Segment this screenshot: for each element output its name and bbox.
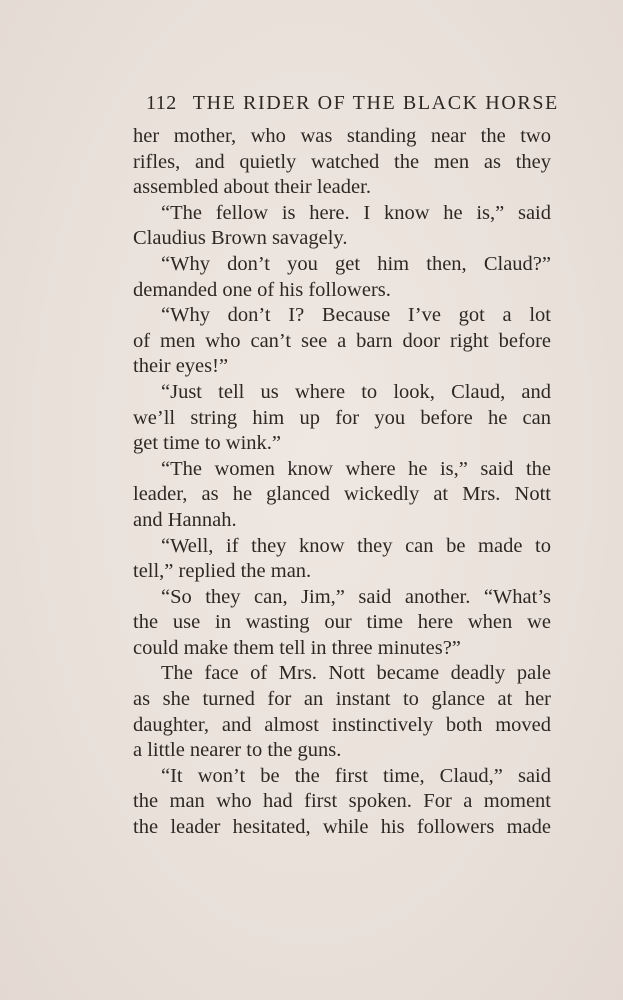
- text-line: “So they can, Jim,” said another. “What’s: [161, 585, 551, 608]
- text-line: the man who had first spoken. For a moment: [133, 790, 551, 813]
- text-line: the use in wasting our time here when we: [133, 611, 551, 634]
- text-line: assembled about their leader.: [133, 176, 371, 199]
- text-line: of men who can’t see a barn door right before: [133, 329, 551, 352]
- text-line: daughter, and almost instinctively both moved: [133, 713, 551, 736]
- text-line: “Just tell us where to look, Claud, and: [161, 380, 551, 403]
- text-line: get time to wink.”: [133, 432, 282, 455]
- text-line: The face of Mrs. Nott became deadly pale: [161, 662, 551, 685]
- text-line: “Well, if they know they can be made to: [161, 534, 551, 557]
- text-line: leader, as he glanced wickedly at Mrs. Nott: [133, 483, 551, 506]
- text-line: could make them tell in three minutes?”: [133, 636, 461, 659]
- text-line: “The fellow is here. I know he is,” said: [161, 201, 551, 224]
- text-line: and Hannah.: [133, 508, 237, 531]
- page-header: [146, 92, 559, 120]
- text-line: demanded one of his followers.: [133, 278, 391, 301]
- running-title: THE RIDER OF THE BLACK HORSE: [192, 92, 559, 114]
- body-text: [133, 124, 551, 841]
- text-line: “Why don’t you get him then, Claud?”: [161, 252, 551, 275]
- text-line: “Why don’t I? Because I’ve got a lot: [161, 304, 551, 327]
- text-line: we’ll string him up for you before he can: [133, 406, 551, 429]
- text-line: “It won’t be the first time, Claud,” said: [161, 764, 551, 787]
- text-line: tell,” replied the man.: [133, 560, 312, 583]
- text-line: Claudius Brown savagely.: [133, 227, 348, 250]
- text-line: the leader hesitated, while his followers made: [133, 816, 551, 839]
- text-line: their eyes!”: [133, 355, 229, 378]
- text-line: her mother, who was standing near the two: [133, 125, 551, 147]
- text-line: a little nearer to the guns.: [133, 739, 342, 762]
- text-line: rifles, and quietly watched the men as they: [133, 150, 551, 173]
- page-number: 112: [146, 92, 177, 114]
- text-line: as she turned for an instant to glance at her: [133, 688, 551, 711]
- text-line: “The women know where he is,” said the: [161, 457, 551, 480]
